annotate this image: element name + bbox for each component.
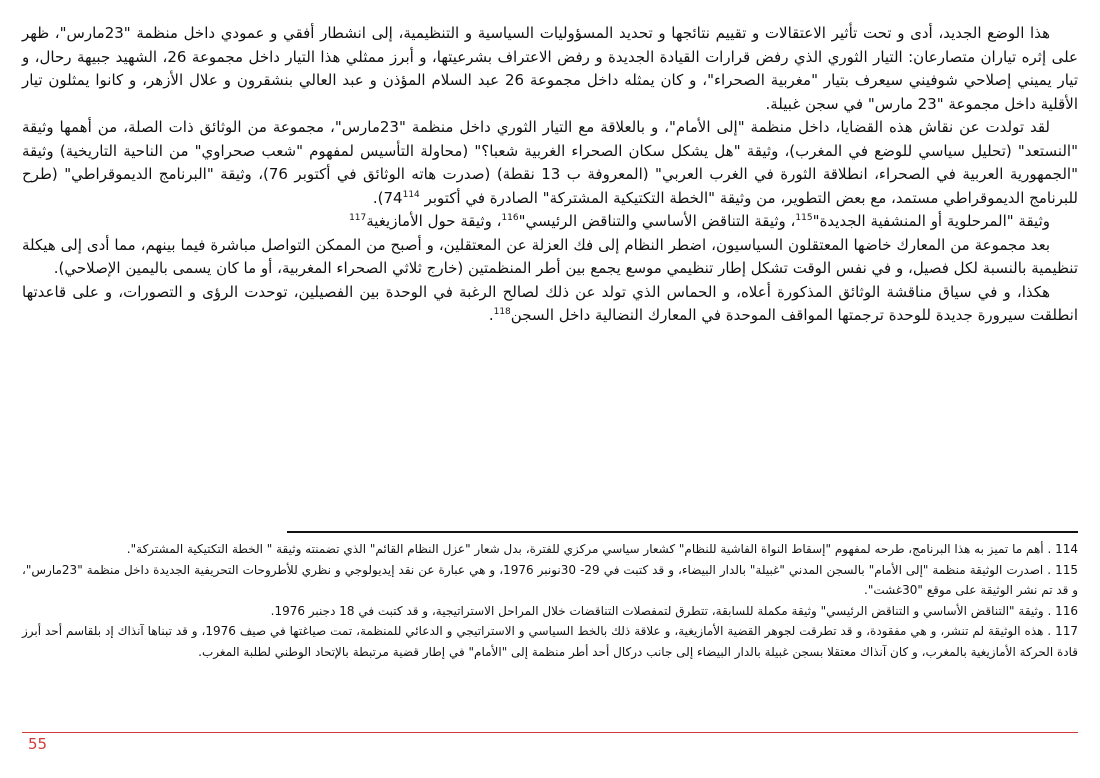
paragraph-5-end: . (488, 306, 494, 324)
footnote-114: 114 . أهم ما تميز به هذا البرنامج، طرحه لمفهوم "إسقاط النواة الفاشية للنظام" كشعار سياسي مركزي للفترة، بدل شعار "عزل النظام القائم" الذي تضمنته وثيقة " الخطة التكتيكية المشتركة". (126, 542, 1078, 556)
paragraph-3-part-c: ، وثيقة حول الأمازيغية (366, 212, 502, 230)
paragraph-3-part-a: وثيقة "المرحلوية أو المنشفية الجديدة" (812, 212, 1050, 230)
page-footer-rule (22, 732, 1078, 733)
footnote-ref-114[interactable]: 114 (402, 189, 420, 200)
footnote-separator (287, 531, 1078, 533)
footnote-117: 117 . هذه الوثيقة لم تنشر، و هي مفقودة، و قد تطرقت لجوهر القضية الأمازيغية، و علاقة ذلك بالخط السياسي و الاستراتيجي و الدعائي للمنظمة، تمت صياغتها في صيف 1976، و قد تبناها آنذاك إد بلقاسم أحد أبرز قادة الحركة الأمازيغية بالمغرب، و كان آنذاك معتقلا بسجن غبيلة بالدار البيضاء إلى جانب دركال أحد أطر منظمة إلى "الأمام" في إطار قضية مرتبطة بالإتحاد الوطني لطلبة المغرب. (22, 624, 1078, 659)
footnote-ref-118[interactable]: 118 (493, 307, 511, 317)
paragraph-3 (22, 210, 1078, 234)
paragraph-2 (22, 116, 1078, 210)
paragraph-4: بعد مجموعة من المعارك خاضها المعتقلون السياسيون، اضطر النظام إلى فك العزلة عن المعتقلين، و أصبح من الممكن التواصل مباشرة فيما بينهم، مما أدى إلى هيكلة تنظيمية بالنسبة لكل فصيل، و في نفس الوقت تشكل إطار تنظيمي موسع يجمع بين أطر المنظمتين (خارج ثلاثي الصحراء المغربية، أو ما كان يسمى باليمين الإصلاحي). (22, 235, 1078, 277)
footnote-ref-117[interactable]: 117 (349, 213, 367, 223)
paragraph-2-end: ). (372, 188, 384, 207)
footnote-115: 115 . اصدرت الوثيقة منظمة "إلى الأمام" بالسجن المدني "غبيلة" بالدار البيضاء، و قد كتبت في 29- 30نونبر 1976، و هي عبارة عن نقد إيديولوجي و نظري للأطروحات التحريفية الجديدة داخل منظمة "23مارس"، و قد تم نشر الوثيقة على موقع "30غشت". (22, 562, 1078, 597)
paragraph-2-text: لقد تولدت عن نقاش هذه القضايا، داخل منظمة "إلى الأمام"، و بالعلاقة مع التيار الثوري داخل منظمة "23مارس"، مجموعة من الوثائق ذات الصلة، من أهمها وثيقة "النستعد" (تحليل سياسي للوضع في المغرب)، وثيقة "هل يشكل سكان الصحراء الغربية شعبا؟" (محاولة التأسيس لمفهوم "شعب صحراوي" من الناحية التاريخية) وثيقة "الجمهورية العربية في الصحراء، انطلاقة الثورة في الغرب العربي" (المعروفة ب 13 نقطة) (صدرت هاته الوثائق في أكتوبر 76)، وثيقة "البرنامج الديموقراطي" (طرح للبرنامج الديموقراطي مستمد، مع بعض التطوير، من وثيقة "الخطة التكتيكية المشتركة" الصادرة في أكتوبر 74 (22, 118, 1078, 207)
footnote-ref-115[interactable]: 115 (795, 213, 813, 223)
paragraph-1: هذا الوضع الجديد، أدى و تحت تأثير الاعتقالات و تقييم نتائجها و تحديد المسؤوليات السياسية و التنظيمية، إلى انشطار أفقي و عمودي داخل منظمة "23مارس"، ظهر على إثره تياران متصارعان: التيار الثوري الذي رفض قرارات القيادة الجديدة و رفض الاعتراف بشرعيتها، و أبرز ممثلي هذا التيار داخل مجموعة 26، الشهيد جبيهة رحال، و تيار يميني إصلاحي شوفيني سيعرف بتيار "مغربية الصحراء"، و كان يمثله داخل مجموعة 26 عبد السلام المؤذن و عبد العالي بنشقرون و علال الأزهر، و كانوا يمثلون تيار الأقلية داخل مجموعة "23 مارس" في سجن غبيلة. (22, 24, 1079, 113)
paragraph-3-part-b: ، وثيقة التناقض الأساسي والتناقض الرئيسي" (518, 212, 796, 230)
page-number: 55 (28, 735, 48, 753)
footnote-116: 116 . وثيقة "التناقض الأساسي و التناقض الرئيسي" وثيقة مكملة للسابقة، تتطرق لتمفصلات التناقضات خلال المراحل الاستراتيجية، و قد كتبت في 18 دجنبر 1976. (270, 603, 1078, 618)
footnote-ref-116[interactable]: 116 (501, 213, 519, 223)
body-text (22, 22, 1078, 328)
footnotes (22, 539, 1078, 662)
paragraph-5-text: هكذا، و في سياق مناقشة الوثائق المذكورة أعلاه، و الحماس الذي تولد عن ذلك لصالح الرغبة في الوحدة بين الفصيلين، توحدت الرؤى و التصورات، و على قاعدتها انطلقت سيرورة جديدة للوحدة ترجمتها المواقف الموحدة في المعارك النضالية داخل السجن (22, 282, 1078, 324)
paragraph-5 (22, 281, 1078, 328)
